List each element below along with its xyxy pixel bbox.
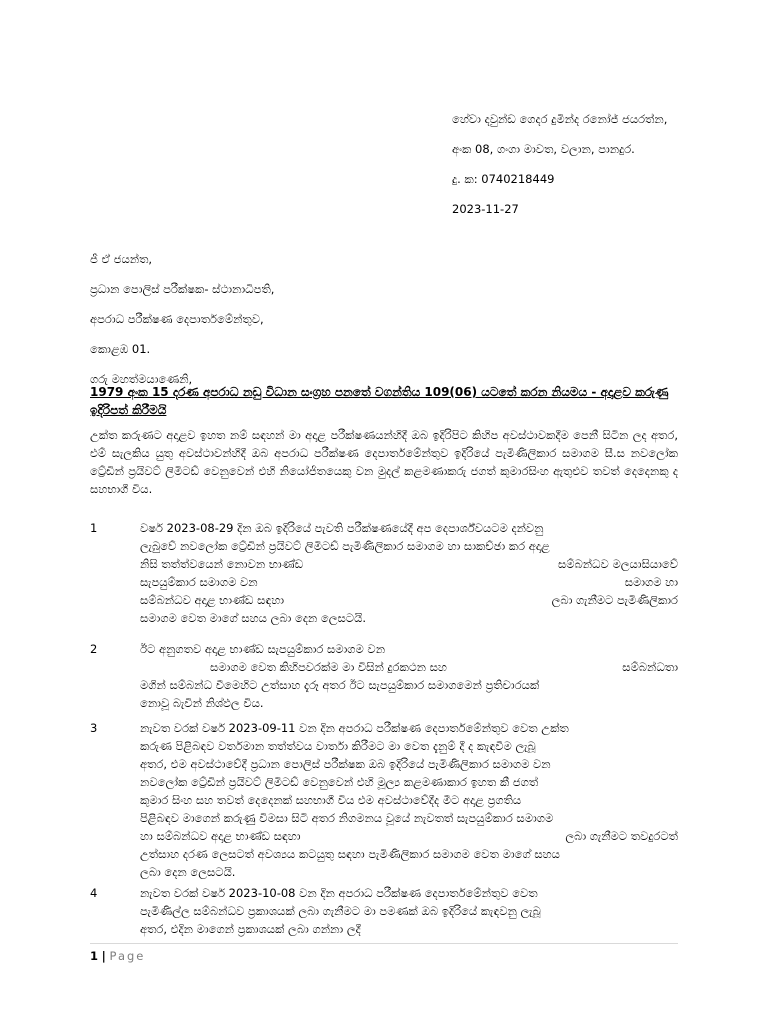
footer-separator: | xyxy=(101,949,106,963)
item-line: වර්ෂ 2023-08-29 දින ඔබ ඉදිරියේ පැවති පරීක්ෂණයේදී අප දෙපාර්ශ්වයටම දන්වනු xyxy=(140,521,544,535)
item-text xyxy=(140,719,678,881)
item-line: ලබා ගැනීමට පැමිණිලිකාර xyxy=(551,593,678,607)
item-text xyxy=(140,884,678,938)
item-line: නැවත වරක් වර්ෂ 2023-10-08 වන දින අපරාධ පරීක්ෂණ දෙපාර්තමේන්තුව වෙත xyxy=(140,886,538,900)
item-line: සැපයුම්කාර සමාගම වන xyxy=(140,575,258,589)
item-text xyxy=(140,519,678,627)
intro-paragraph: උක්ත කරුණට අදාළව ඉහත නම් සඳහන් මා අදාළ පරීක්ෂණයන්හිදී ඔබ ඉදිරිපිට කිහිප අවස්ථාවකදීම පෙනී සිටින ලද අතර, එම් සැලකිය යුතු අවස්ථාවන්හිදී ඔබ අපරාධ පරීක්ෂණ දෙපාර්තමේන්තුව ඉදිරියේ පැමිණිලිකාර සමාගම සී.ස නවලෝක ට්‍රේඩින් ප්‍රයිවට් ලිමිටඩ් වෙනුවෙන් එහි නියෝජිතයෙකු වන මුදල් කළමණාකරු ජගත් කුමාරසිංහ ඇතුළුව තවත් දෙදෙනකු ද සහභාගී විය. xyxy=(90,428,678,496)
item-line-row xyxy=(140,573,678,591)
item-line-row xyxy=(140,827,678,845)
page-footer xyxy=(90,948,145,964)
sender-phone: දු. ක: 0740218449 xyxy=(452,172,555,186)
item-line: ලබා ගැනීමට තවදුරටත් xyxy=(565,829,678,843)
item-number: 4 xyxy=(90,886,98,900)
item-line: අතර, එම අවස්ථාවේදී ප්‍රධාන පොලිස් පරීක්ෂක ඔබ ඉදිරියේ පැමිණිලිකාර සමාගම වන xyxy=(140,757,551,771)
item-line: හා සම්බන්ධව අදාළ භාණ්ඩ සඳහා xyxy=(140,829,301,843)
list-item-4 xyxy=(90,884,678,938)
item-line: පිළිබඳව මාගෙන් කරුණු විමසා සිටි අතර නිගමනය වූයේ නැවතත් සැපයුම්කාර සමාගම xyxy=(140,811,554,825)
item-line: නිසි තත්ත්වයෙන් නොවන භාණ්ඩ xyxy=(140,557,304,571)
recipient-block xyxy=(90,250,690,400)
item-line: ඊට අනුගතව අදාළ භාණ්ඩ සැපයුම්කාර සමාගම වන xyxy=(140,642,386,656)
item-line: සම්බන්ධව මලයාසියාවේ xyxy=(557,557,678,571)
item-line: කරුණ පිළිබඳව වර්තමාන තත්ත්වය වාර්තා කිරීමට මා වෙත දැනුම් දී ද කැඳවීම ලැබූ xyxy=(140,739,536,753)
item-line: ලැබුවේ නවලෝක ට්‍රේඩින් ප්‍රයිවට් ලිමිටඩ් පැමිණිලිකාර සමාගම හා සාකච්ඡා කර අදාළ xyxy=(140,539,550,553)
item-line: සමාගම හා xyxy=(624,575,678,589)
item-number: 1 xyxy=(90,521,98,535)
item-line: පැමිණිල්ල සම්බන්ධව ප්‍රකාශයක් ලබා ගැනීමට මා පමණක් ඔබ ඉදිරියේ කැඳවනු ලැබූ xyxy=(140,904,541,918)
item-line: නොවූ බැවින් නිශ්ඵල විය. xyxy=(140,696,264,710)
item-line: සමාගම වෙත මාගේ සහය ලබා දෙන ලෙසටයි. xyxy=(140,611,366,625)
item-number: 2 xyxy=(90,642,98,656)
item-line: උත්සාහ දරණ ලෙසටත් අවශ්‍යය කටයුතු සඳහා පැමිණිලිකාර සමාගම වෙත මාගේ සහය xyxy=(140,847,560,861)
item-line: කුමාර සිංහ සහ තවත් දෙදෙනක් සහභාගී විය එම අවස්ථාවේදීද මීට අදාළ ප්‍රගතිය xyxy=(140,793,522,807)
item-line: සමාගම වෙත කිහිපවරක්ම මා විසින් දුරකථන සහ xyxy=(210,660,447,674)
recipient-title: ප්‍රධාන පොලිස් පරීක්ෂක- ස්ථානාධිපති, xyxy=(90,282,275,296)
item-line: ලබා දෙන ලෙසටයි. xyxy=(140,865,236,879)
item-line: සම්බන්ධව අදාළ භාණ්ඩ සඳහා xyxy=(140,593,285,607)
item-text xyxy=(140,640,678,712)
item-line-row xyxy=(140,658,678,676)
salutation: ගරු මහත්මයාණෙනි, xyxy=(90,372,193,386)
item-line: අතර, එදින මාගෙන් ප්‍රකාශයක් ලබා ගන්නා ලදී xyxy=(140,922,361,936)
item-line-row xyxy=(140,591,678,609)
recipient-department: අපරාධ පරීක්ෂණ දෙපාර්තමේන්තුව, xyxy=(90,312,264,326)
page-label: Page xyxy=(109,949,146,963)
page-number: 1 xyxy=(90,949,99,963)
sender-address: අංක 08, ගංගා මාවත, වලාන, පානදුර. xyxy=(452,142,635,156)
item-line-row xyxy=(140,555,678,573)
recipient-city: කොළඹ 01. xyxy=(90,342,151,356)
recipient-name: ජී ඒ ජයන්ත, xyxy=(90,252,153,266)
item-line: නවලෝක ට්‍රේඩින් ප්‍රයිවට් ලිමිටඩ් වෙනුවෙන් එහි මූල්‍ය කළමණාකාර ඉහත කී ජගත් xyxy=(140,775,539,789)
footer-divider xyxy=(90,943,678,944)
list-item-1 xyxy=(90,519,678,627)
item-line: නැවත වරක් වර්ෂ 2023-09-11 වන දින අපරාධ පරීක්ෂණ දෙපාර්තමේන්තුව වෙත උක්ත xyxy=(140,721,569,735)
item-line: මගින් සම්බන්ධ වීමෙහිට උත්සාහ දැරූ අතර ඊට සැපයුම්කාර සමාගමෙන් ප්‍රතිචාරයක් xyxy=(140,678,540,692)
item-number: 3 xyxy=(90,721,98,735)
letter-subject: 1979 අංක 15 දරණ අපරාධ නඩු විධාන සංග්‍රහ පනතේ වගන්තිය 109(06) යටතේ කරන නියමය - අදාළව කරුණු ඉදිරිපත් කිරීමයි xyxy=(90,385,669,417)
item-line: සම්බන්ධතා xyxy=(622,660,678,674)
sender-block xyxy=(452,110,682,230)
list-item-3 xyxy=(90,719,678,881)
list-item-2 xyxy=(90,640,678,712)
sender-name: හේවා දවුන්ඩ ගෙදර දුමින්ද රනෝජ් ජයරත්න, xyxy=(452,112,668,126)
letter-date: 2023-11-27 xyxy=(452,202,519,216)
